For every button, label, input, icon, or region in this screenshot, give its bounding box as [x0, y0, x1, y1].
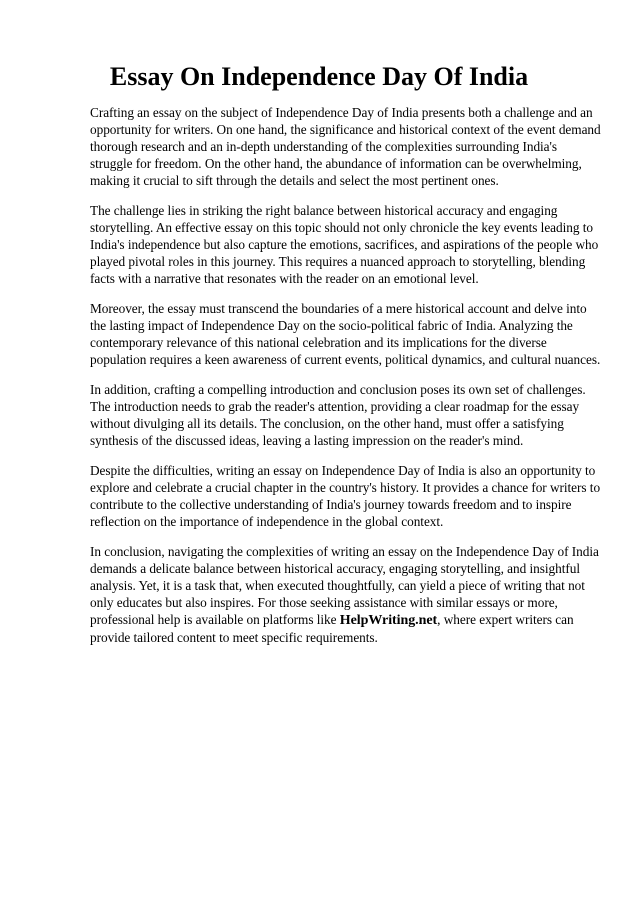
paragraph-3: Moreover, the essay must transcend the boundaries of a mere historical account and delve into the lasting impact of Independence Day on the socio-political fabric of India. Analyzing the contemporary relevance of this national celebration and its implications for the diverse population requires a keen awareness of current events, political dynamics, and cultural nuances.	[90, 301, 601, 367]
paragraph-1: Crafting an essay on the subject of Independence Day of India presents both a challenge and an opportunity for writers. On one hand, the significance and historical context of the event demand thorough research and an in-depth understanding of the complexities surrounding India's struggle for freedom. On the other hand, the abundance of information can be overwhelming, making it crucial to sift through the details and select the most pertinent ones.	[90, 105, 601, 188]
helpwriting-link[interactable]: HelpWriting.net	[339, 613, 438, 628]
paragraph-6	[90, 543, 602, 646]
paragraph-5: Despite the difficulties, writing an essay on Independence Day of India is also an opportunity to explore and celebrate a crucial chapter in the country's history. It provides a chance for writers to contribute to the collective understanding of India's journey towards freedom and to inspire reflection on the importance of independence in the global context.	[90, 463, 601, 529]
document-body	[90, 104, 602, 659]
paragraph-2: The challenge lies in striking the right balance between historical accuracy and engaging storytelling. An effective essay on this topic should not only chronicle the key events leading to India's independence but also capture the emotions, sacrifices, and aspirations of the people who played pivotal roles in this journey. This requires a nuanced approach to storytelling, blending facts with a narrative that resonates with the reader on an emotional level.	[90, 203, 599, 286]
paragraph-6-text-after: , where expert writers can provide tailored content to meet specific requirements.	[90, 612, 574, 645]
paragraph-6-text-before: In conclusion, navigating the complexities of writing an essay on the Independence Day of India demands a delicate balance between historical accuracy, engaging storytelling, and insightful analysis. Yet, it is a task that, when executed thoughtfully, can yield a piece of writing that not only educates but also inspires. For those seeking assistance with similar essays or more, professional help is available on platforms like	[90, 544, 599, 627]
document-title: Essay On Independence Day Of India	[109, 62, 529, 91]
paragraph-4: In addition, crafting a compelling introduction and conclusion poses its own set of challenges. The introduction needs to grab the reader's attention, providing a clear roadmap for the essay without divulging all its details. The conclusion, on the other hand, must offer a satisfying synthesis of the discussed ideas, leaving a lasting impression on the reader's mind.	[90, 382, 586, 448]
